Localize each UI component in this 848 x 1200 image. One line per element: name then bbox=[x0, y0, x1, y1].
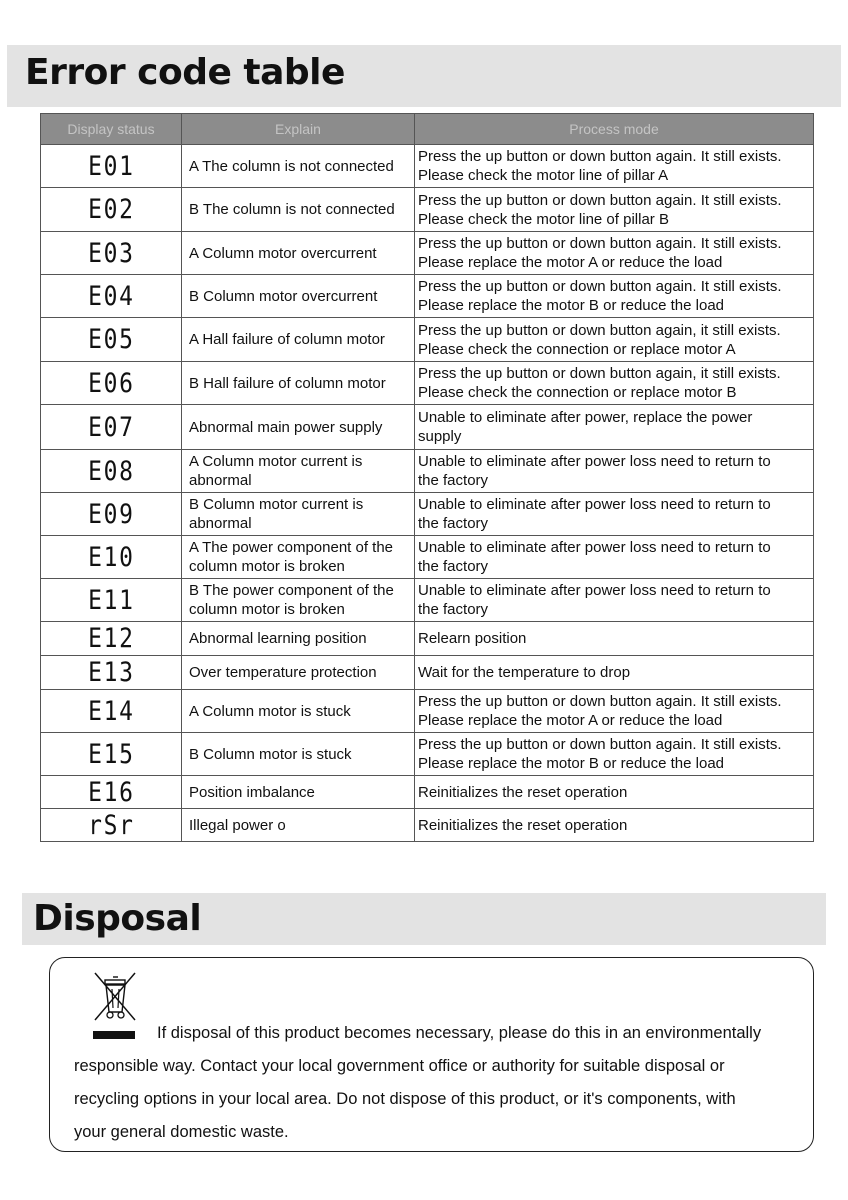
process-line: Please replace the motor A or reduce the load bbox=[418, 254, 723, 271]
process-mode-cell bbox=[415, 188, 814, 232]
process-mode-cell bbox=[415, 362, 814, 405]
disposal-section-title: Disposal bbox=[33, 898, 202, 939]
display-status-cell bbox=[41, 690, 182, 733]
error-code: E14 bbox=[87, 695, 135, 727]
display-status-cell bbox=[41, 318, 182, 362]
explain-cell: A Hall failure of column motor bbox=[182, 318, 415, 362]
process-line: the factory bbox=[418, 601, 489, 618]
table-row bbox=[41, 622, 814, 656]
process-line: Please check the motor line of pillar B bbox=[418, 210, 669, 228]
display-status-cell bbox=[41, 450, 182, 493]
explain-cell: A Column motor is stuck bbox=[182, 690, 415, 733]
explain-cell: A The power component of the column motor is broken bbox=[182, 536, 415, 579]
explain-cell: B Column motor is stuck bbox=[182, 733, 415, 776]
process-mode-cell bbox=[415, 733, 814, 776]
process-mode-cell bbox=[415, 690, 814, 733]
table-row bbox=[41, 232, 814, 275]
process-line: Please check the connection or replace motor B bbox=[418, 384, 737, 401]
table-row bbox=[41, 145, 814, 188]
error-code: E02 bbox=[87, 194, 135, 225]
error-code: E04 bbox=[87, 280, 135, 312]
table-row bbox=[41, 362, 814, 405]
process-line: Press the up button or down button again. It still exists. bbox=[418, 235, 782, 252]
header-process-mode: Process mode bbox=[415, 114, 814, 145]
error-code: E12 bbox=[87, 623, 135, 654]
explain-cell: Abnormal main power supply bbox=[182, 405, 415, 450]
header-explain: Explain bbox=[182, 114, 415, 145]
process-mode-cell bbox=[415, 809, 814, 842]
display-status-cell bbox=[41, 656, 182, 690]
process-line: Please replace the motor B or reduce the load bbox=[418, 297, 725, 314]
header-display-status: Display status bbox=[41, 114, 182, 145]
display-status-cell bbox=[41, 145, 182, 188]
process-line: Press the up button or down button again. It still exists. bbox=[418, 148, 782, 165]
process-line: Press the up button or down button again. It still exists. bbox=[418, 693, 782, 710]
process-line: Unable to eliminate after power loss need to return to bbox=[418, 453, 771, 470]
process-line: Press the up button or down button again. It still exists. bbox=[418, 736, 782, 753]
error-code: E16 bbox=[87, 776, 135, 808]
process-line: Please check the motor line of pillar A bbox=[418, 167, 669, 184]
process-line: Press the up button or down button again. It still exists. bbox=[418, 191, 782, 209]
error-code: E05 bbox=[87, 324, 135, 355]
process-mode-cell bbox=[415, 579, 814, 622]
process-line: Relearn position bbox=[418, 630, 527, 647]
table-row bbox=[41, 493, 814, 536]
table-row bbox=[41, 318, 814, 362]
display-status-cell bbox=[41, 536, 182, 579]
process-line: Unable to eliminate after power, replace the power bbox=[418, 409, 753, 426]
display-status-cell bbox=[41, 733, 182, 776]
process-line: Wait for the temperature to drop bbox=[418, 664, 631, 681]
table-row bbox=[41, 275, 814, 318]
process-mode-cell bbox=[415, 275, 814, 318]
explain-cell: A Column motor overcurrent bbox=[182, 232, 415, 275]
error-code-table bbox=[40, 113, 814, 842]
table-header-row bbox=[41, 114, 814, 145]
process-mode-cell bbox=[415, 536, 814, 579]
process-line: supply bbox=[418, 428, 462, 445]
explain-cell: Abnormal learning position bbox=[182, 622, 415, 656]
table-row bbox=[41, 733, 814, 776]
table-row bbox=[41, 656, 814, 690]
display-status-cell bbox=[41, 579, 182, 622]
display-status-cell bbox=[41, 275, 182, 318]
process-line: the factory bbox=[418, 515, 489, 532]
process-mode-cell bbox=[415, 405, 814, 450]
display-status-cell bbox=[41, 232, 182, 275]
error-code: E13 bbox=[87, 657, 135, 688]
process-line: Unable to eliminate after power loss need to return to bbox=[418, 496, 771, 513]
process-line: Please replace the motor B or reduce the load bbox=[418, 755, 725, 772]
process-line: Please check the connection or replace motor A bbox=[418, 340, 736, 358]
process-line: the factory bbox=[418, 472, 489, 489]
error-code: E11 bbox=[87, 584, 135, 616]
error-code: E01 bbox=[87, 150, 135, 182]
error-code: E10 bbox=[87, 541, 135, 573]
explain-cell: Position imbalance bbox=[182, 776, 415, 809]
table-row bbox=[41, 405, 814, 450]
display-status-cell bbox=[41, 493, 182, 536]
process-line: Press the up button or down button again, it still exists. bbox=[418, 321, 781, 339]
table-row bbox=[41, 450, 814, 493]
process-mode-cell bbox=[415, 622, 814, 656]
display-status-cell bbox=[41, 776, 182, 809]
process-mode-cell bbox=[415, 232, 814, 275]
disposal-text-line: your general domestic waste. bbox=[74, 1123, 289, 1141]
process-line: Press the up button or down button again, it still exists. bbox=[418, 365, 781, 382]
explain-cell: A Column motor current is abnormal bbox=[182, 450, 415, 493]
explain-cell: B Column motor overcurrent bbox=[182, 275, 415, 318]
display-status-cell bbox=[41, 188, 182, 232]
explain-cell: B The power component of the column motor is broken bbox=[182, 579, 415, 622]
process-line: Unable to eliminate after power loss need to return to bbox=[418, 582, 771, 599]
disposal-text-line: If disposal of this product becomes necessary, please do this in an environmentally bbox=[157, 1024, 762, 1042]
table-row bbox=[41, 579, 814, 622]
process-line: Reinitializes the reset operation bbox=[418, 783, 628, 801]
table-row bbox=[41, 776, 814, 809]
process-line: Please replace the motor A or reduce the load bbox=[418, 712, 723, 729]
disposal-text-line: responsible way. Contact your local government office or authority for suitable disposal or bbox=[74, 1057, 725, 1075]
process-mode-cell bbox=[415, 318, 814, 362]
explain-cell: B Hall failure of column motor bbox=[182, 362, 415, 405]
display-status-cell bbox=[41, 622, 182, 656]
display-status-cell bbox=[41, 809, 182, 842]
explain-cell: B Column motor current is abnormal bbox=[182, 493, 415, 536]
process-line: Unable to eliminate after power loss need to return to bbox=[418, 539, 771, 556]
error-code: E03 bbox=[87, 237, 135, 269]
table-row bbox=[41, 536, 814, 579]
error-code: rSr bbox=[87, 809, 135, 841]
display-status-cell bbox=[41, 362, 182, 405]
table-row bbox=[41, 809, 814, 842]
process-line: Reinitializes the reset operation bbox=[418, 816, 628, 834]
explain-cell: A The column is not connected bbox=[182, 145, 415, 188]
process-mode-cell bbox=[415, 656, 814, 690]
process-mode-cell bbox=[415, 493, 814, 536]
error-code: E06 bbox=[87, 367, 135, 399]
bin-underline-bar bbox=[93, 1031, 135, 1039]
process-line: Press the up button or down button again. It still exists. bbox=[418, 278, 782, 295]
error-code: E09 bbox=[87, 498, 135, 530]
explain-cell: Illegal power o bbox=[182, 809, 415, 842]
process-mode-cell bbox=[415, 145, 814, 188]
error-code: E15 bbox=[87, 738, 135, 770]
explain-cell: B The column is not connected bbox=[182, 188, 415, 232]
error-code: E07 bbox=[87, 411, 135, 443]
crossed-out-wheelie-bin-icon bbox=[91, 970, 139, 1022]
process-mode-cell bbox=[415, 776, 814, 809]
error-code: E08 bbox=[87, 455, 135, 487]
explain-cell: Over temperature protection bbox=[182, 656, 415, 690]
display-status-cell bbox=[41, 405, 182, 450]
process-line: the factory bbox=[418, 558, 489, 575]
process-mode-cell bbox=[415, 450, 814, 493]
table-row bbox=[41, 188, 814, 232]
error-section-title: Error code table bbox=[25, 52, 345, 93]
table-row bbox=[41, 690, 814, 733]
disposal-text-line: recycling options in your local area. Do not dispose of this product, or it's components, with bbox=[74, 1090, 736, 1108]
